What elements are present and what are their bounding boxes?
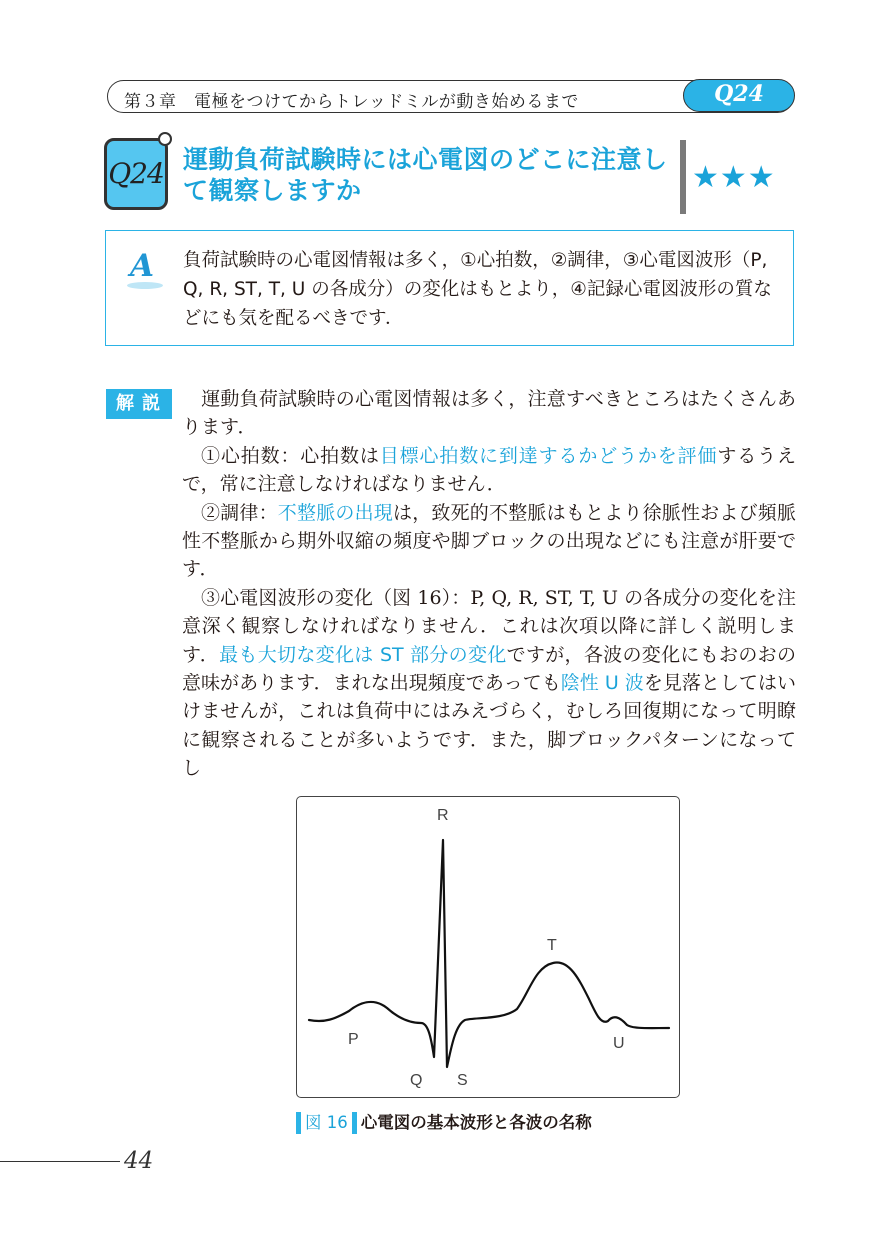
label-t-wave: T: [547, 937, 557, 954]
question-badge: Q24: [104, 138, 168, 210]
difficulty-stars: ★★★: [692, 160, 776, 195]
rhythm-lead: ②調律：: [201, 501, 278, 524]
question-number-tab: Q24: [683, 79, 795, 112]
page-number: 44: [124, 1148, 154, 1174]
figure-caption: [296, 1110, 592, 1134]
ecg-figure: [296, 796, 680, 1098]
chapter-header: [107, 80, 794, 113]
rhythm-highlight: 不整脈の出現: [277, 501, 393, 524]
negative-u-wave-highlight: 陰性 U 波: [560, 672, 644, 695]
waveform-middle: ですが，各波の変化にもおのおの意味があります．まれな出現頻度であっても: [182, 643, 796, 695]
paragraph-rhythm: [182, 499, 796, 584]
label-u-wave: U: [613, 1035, 625, 1052]
caption-bar-right: [352, 1112, 357, 1134]
heart-rate-highlight: 目標心拍数に到達するかどうかを評価: [379, 444, 718, 467]
answer-text: 負荷試験時の心電図情報は多く，①心拍数，②調律，③心電図波形（P, Q, R, ST, T, U の各成分）の変化はもとより，④記録心電図波形の質などにも気を配るべきです．: [183, 250, 772, 329]
question-title: 運動負荷試験時には心電図のどこに注意して観察しますか: [183, 145, 668, 205]
answer-mark: A: [130, 248, 155, 284]
waveform-lead: ③心電図波形の変化（図 16）：P, Q, R, ST, T, U の各成分の変化を注意深く観察しなければなりません．これは次項以降に詳しく説明します．: [182, 586, 796, 666]
explanation-body: [182, 385, 796, 783]
question-badge-dot-icon: [158, 132, 172, 146]
label-q-wave: Q: [410, 1072, 423, 1089]
paragraph-heart-rate: [182, 442, 796, 499]
st-change-highlight: 最も大切な変化は ST 部分の変化: [219, 643, 507, 666]
explanation-label: 解説: [106, 389, 172, 419]
waveform-rest: を見落としてはいけませんが，これは負荷中にはみえづらく，むしろ回復期になって明瞭に観察されることが多いようです．また，脚ブロックパターンになってし: [182, 672, 796, 780]
caption-bar-left: [296, 1112, 301, 1134]
caption-number: 図 16: [305, 1112, 348, 1132]
label-r-wave: R: [437, 807, 449, 824]
question-divider: [680, 140, 686, 214]
footer-rule: [0, 1161, 120, 1162]
caption-title: 心電図の基本波形と各波の名称: [360, 1112, 592, 1132]
heart-rate-rest: するうえで，常に注意しなければなりません．: [182, 444, 796, 496]
paragraph-intro: [182, 385, 796, 442]
chapter-title: 第３章 電極をつけてからトレッドミルが動き始めるまで: [124, 92, 579, 112]
heart-rate-lead: ①心拍数：心拍数は: [201, 444, 380, 467]
ecg-waveform-diagram: [297, 797, 681, 1099]
rhythm-rest: は，致死的不整脈はもとより徐脈性および頻脈性不整脈から期外収縮の頻度や脚ブロックの出現などにも注意が肝要です．: [182, 501, 796, 581]
paragraph-waveform: [182, 584, 796, 783]
label-s-wave: S: [457, 1072, 468, 1089]
label-p-wave: P: [348, 1031, 359, 1048]
paragraph-intro-text: 運動負荷試験時の心電図情報は多く，注意すべきところはたくさんあります．: [182, 388, 796, 439]
ecg-trace: [309, 840, 669, 1067]
